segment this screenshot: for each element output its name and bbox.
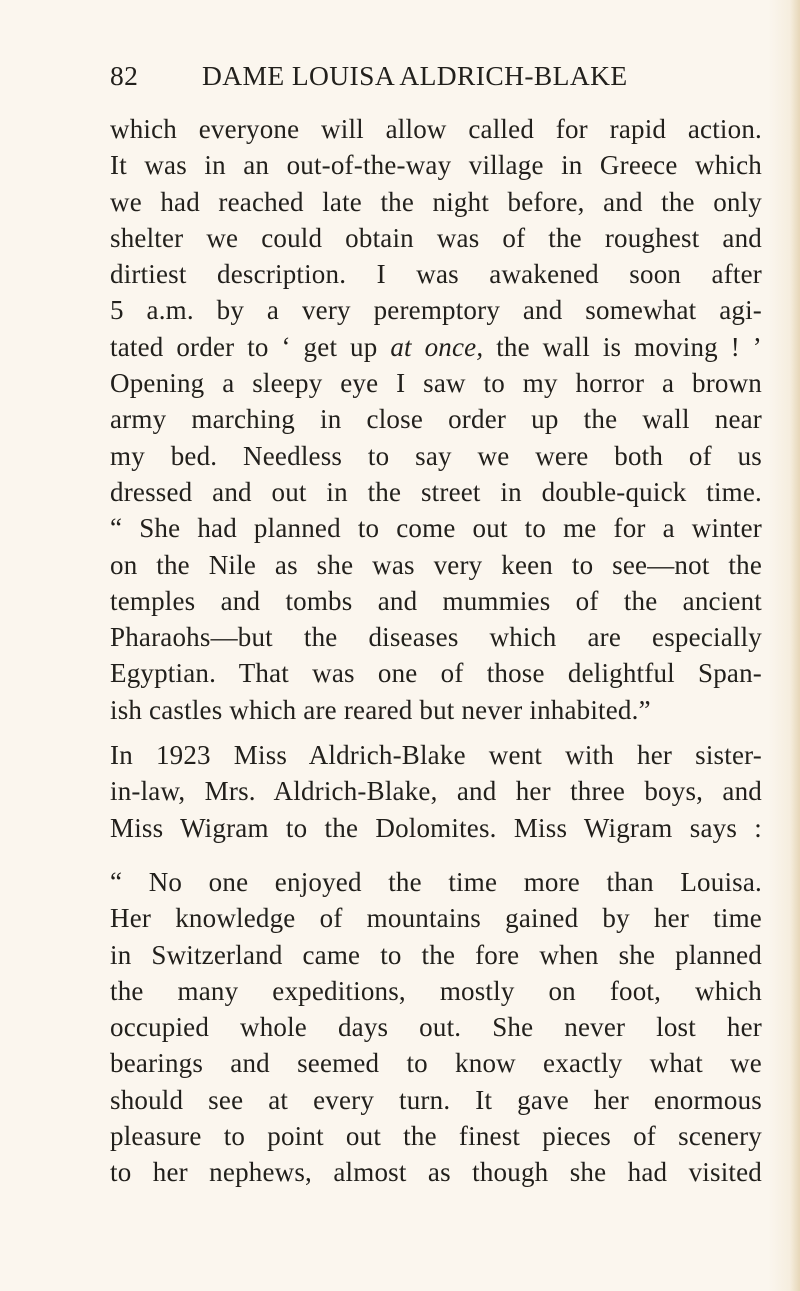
text-line: Egyptian. That was one of those delightful Span- — [110, 658, 762, 689]
paragraph-3 — [110, 864, 762, 1191]
text-line: on the Nile as she was very keen to see—not the — [110, 549, 762, 580]
text-line: Pharaohs—but the diseases which are especially — [110, 622, 762, 653]
text-line: Opening a sleepy eye I saw to my horror a brown — [110, 368, 762, 399]
text-line: dirtiest description. I was awakened soon after — [110, 259, 762, 290]
running-header — [108, 60, 758, 100]
text-line: should see at every turn. It gave her enormous — [110, 1084, 762, 1115]
paragraph-1 — [110, 111, 762, 728]
text-line: pleasure to point out the finest pieces of scenery — [110, 1121, 762, 1152]
text-line: the many expeditions, mostly on foot, which — [110, 975, 762, 1006]
text-line-with-italic — [110, 329, 762, 365]
text-line: dressed and out in the street in double-quick time. — [110, 476, 762, 507]
text-line: in Switzerland came to the fore when she planned — [110, 939, 762, 970]
page-edge-shadow — [790, 0, 800, 1291]
text-line: In 1923 Miss Aldrich-Blake went with her sister- — [110, 740, 762, 770]
text-line: army marching in close order up the wall near — [110, 404, 762, 435]
text-line: to her nephews, almost as though she had visited — [110, 1157, 762, 1188]
text-line: we had reached late the night before, and the only — [110, 186, 762, 217]
text-line: Her knowledge of mountains gained by her time — [110, 903, 762, 934]
running-title: DAME LOUISA ALDRICH-BLAKE — [202, 60, 628, 91]
text-line: temples and tombs and mummies of the ancient — [110, 585, 762, 616]
text-line: 5 a.m. by a very peremptory and somewhat agi- — [110, 295, 762, 326]
text-line: shelter we could obtain was of the roughest and — [110, 222, 762, 253]
text-line: ish castles which are reared but never inhabited.” — [110, 694, 651, 725]
text-line: bearings and seemed to know exactly what we — [110, 1048, 762, 1079]
italic-emphasis: at once, — [390, 331, 484, 362]
text-line: “ She had planned to come out to me for a winter — [110, 513, 762, 544]
text-line: It was in an out-of-the-way village in Greece which — [110, 150, 762, 181]
paragraph-2 — [110, 737, 762, 846]
text-run: the wall is moving ! ’ — [483, 331, 762, 362]
text-line: “ No one enjoyed the time more than Louisa. — [110, 867, 762, 897]
text-line: in-law, Mrs. Aldrich-Blake, and her three boys, and — [110, 776, 762, 807]
text-line: my bed. Needless to say we were both of us — [110, 440, 762, 471]
text-run: tated order to ‘ get up — [110, 331, 391, 362]
text-line: occupied whole days out. She never lost her — [110, 1012, 762, 1043]
text-line: Miss Wigram to the Dolomites. Miss Wigram says : — [110, 812, 762, 843]
text-line: which everyone will allow called for rapid action. — [110, 114, 762, 144]
page-number: 82 — [110, 60, 139, 91]
